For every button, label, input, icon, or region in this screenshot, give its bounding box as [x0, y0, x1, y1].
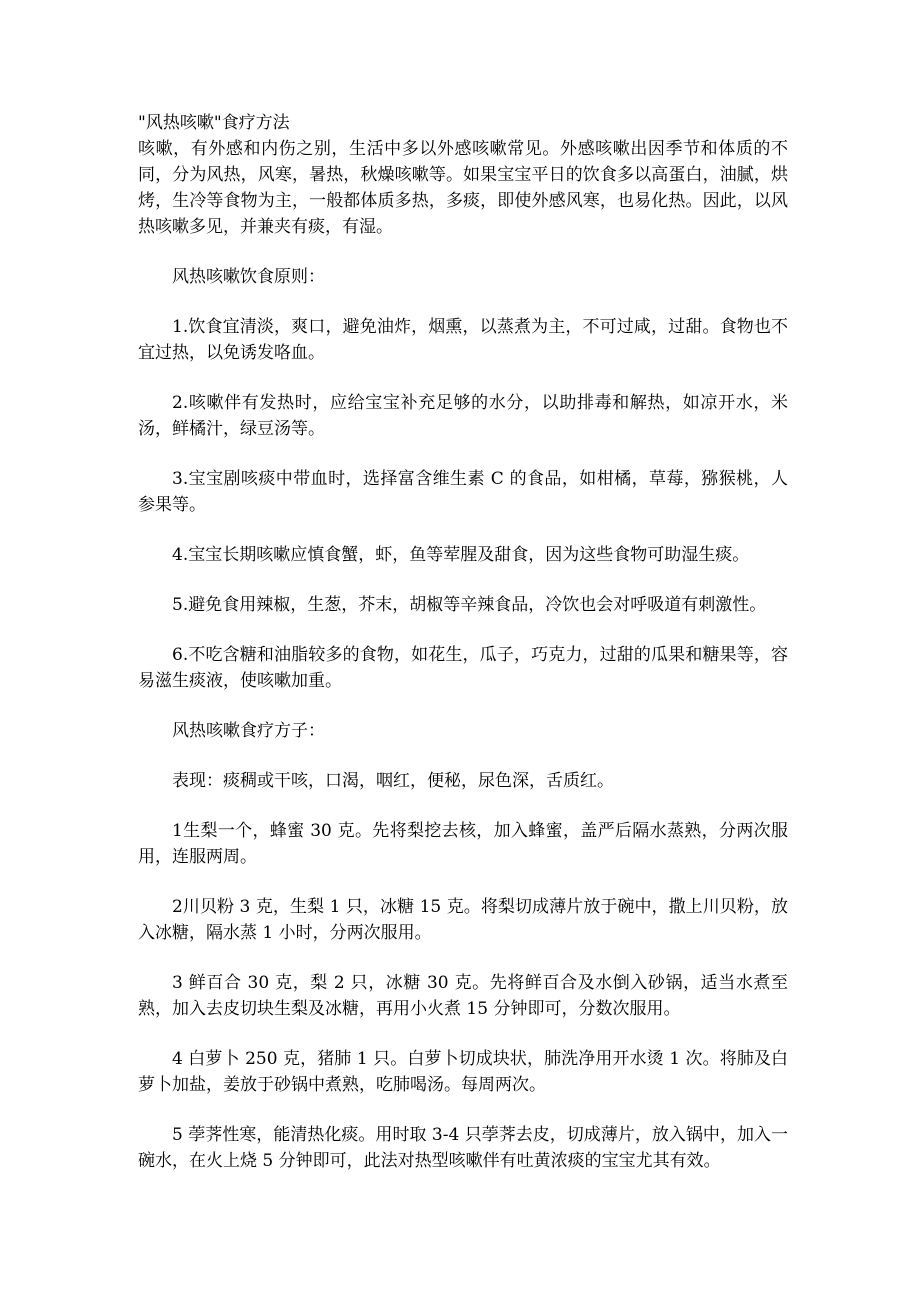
principle-item: 5.避免食用辣椒，生葱，芥末，胡椒等辛辣食品，冷饮也会对呼吸道有刺激性。 — [172, 595, 767, 615]
recipe-item: 5 荸荠性寒，能清热化痰。用时取 3-4 只荸荠去皮，切成薄片，放入锅中，加入一碗水，在火上烧 5 分钟即可，此法对热型咳嗽伴有吐黄浓痰的宝宝尤其有效。 — [138, 1125, 788, 1171]
principle-item: 1.饮食宜清淡，爽口，避免油炸，烟熏，以蒸煮为主，不可过咸，过甜。食物也不宜过热，以免诱发咯血。 — [138, 317, 788, 363]
recipe-item: 1生梨一个，蜂蜜 30 克。先将梨挖去核，加入蜂蜜，盖严后隔水蒸熟，分两次服用，连服两周。 — [138, 821, 788, 867]
intro-paragraph: 咳嗽，有外感和内伤之别，生活中多以外感咳嗽常见。外感咳嗽出因季节和体质的不同，分为风热，风寒，暑热，秋燥咳嗽等。如果宝宝平日的饮食多以高蛋白，油腻，烘烤，生冷等食物为主，一般都体质多热，多痰，即使外感风寒，也易化热。因此，以风热咳嗽多见，并兼夹有痰，有湿。 — [138, 139, 788, 237]
symptoms-paragraph: 表现：痰稠或干咳，口渴，咽红，便秘，尿色深，舌质红。 — [172, 771, 614, 791]
document-title: "风热咳嗽"食疗方法 — [138, 113, 290, 133]
principle-item: 6.不吃含糖和油脂较多的食物，如花生，瓜子，巧克力，过甜的瓜果和糖果等，容易滋生痰液，使咳嗽加重。 — [138, 645, 788, 691]
recipe-item: 4 白萝卜 250 克，猪肺 1 只。白萝卜切成块状，肺洗净用开水烫 1 次。将肺及白萝卜加盐，姜放于砂锅中煮熟，吃肺喝汤。每周两次。 — [138, 1049, 788, 1095]
recipe-item: 2川贝粉 3 克，生梨 1 只，冰糖 15 克。将梨切成薄片放于碗中，撒上川贝粉，放入冰糖，隔水蒸 1 小时，分两次服用。 — [138, 897, 788, 943]
document-page — [138, 110, 788, 1198]
principle-item: 2.咳嗽伴有发热时，应给宝宝补充足够的水分，以助排毒和解热，如凉开水，米汤，鲜橘汁，绿豆汤等。 — [138, 393, 788, 439]
principle-item: 3.宝宝剧咳痰中带血时，选择富含维生素 C 的食品，如柑橘，草莓，猕猴桃，人参果等。 — [138, 469, 788, 515]
recipes-heading: 风热咳嗽食疗方子： — [172, 721, 325, 741]
recipe-item: 3 鲜百合 30 克，梨 2 只，冰糖 30 克。先将鲜百合及水倒入砂锅，适当水煮至熟，加入去皮切块生梨及冰糖，再用小火煮 15 分钟即可，分数次服用。 — [138, 973, 788, 1019]
principle-item: 4.宝宝长期咳嗽应慎食蟹，虾，鱼等荤腥及甜食，因为这些食物可助湿生痰。 — [172, 545, 750, 565]
principles-heading: 风热咳嗽饮食原则： — [172, 267, 325, 287]
